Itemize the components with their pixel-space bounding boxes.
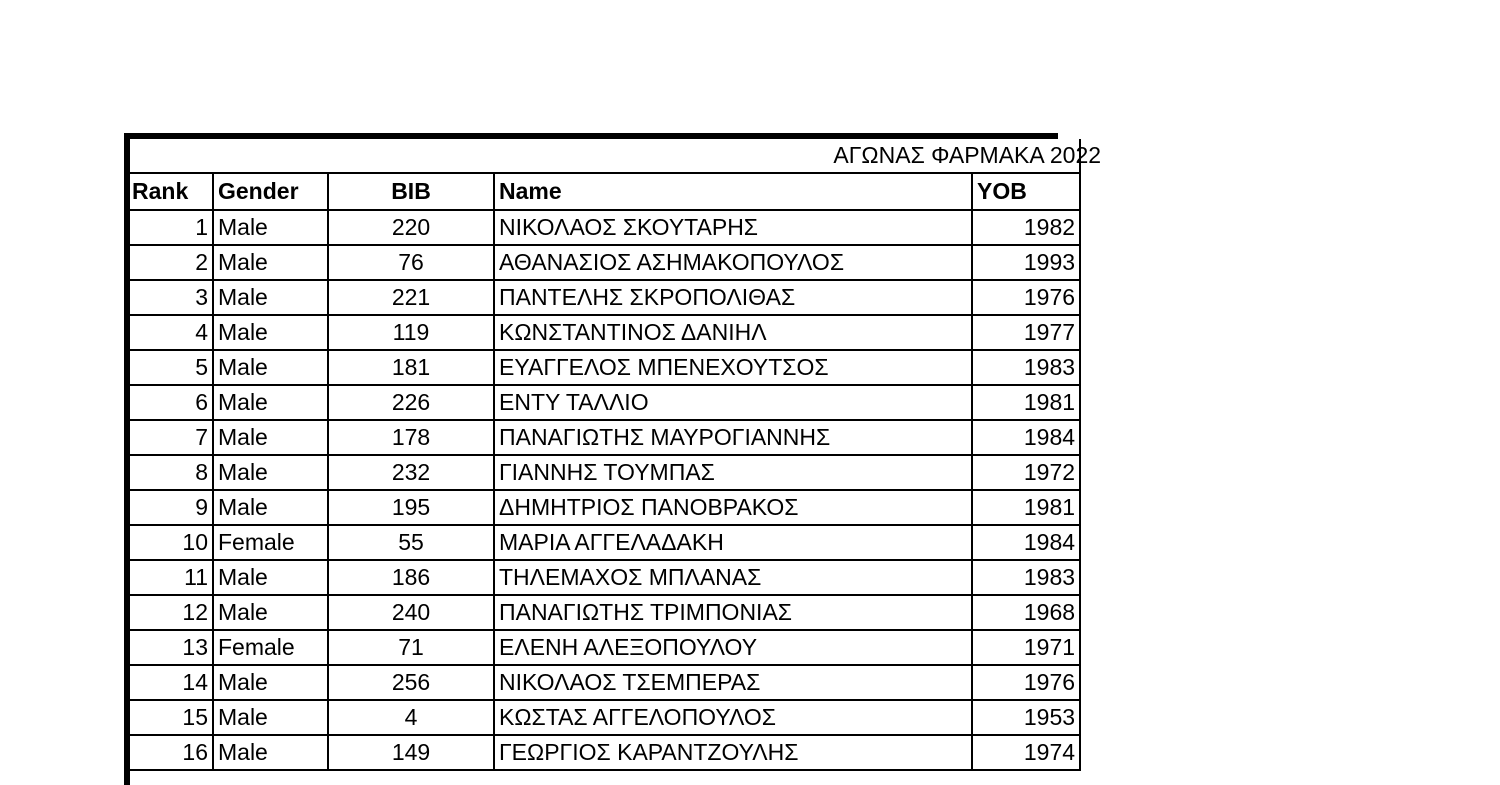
cell-bib: 119 <box>328 315 494 350</box>
cell-bib: 178 <box>328 420 494 455</box>
cell-gender: Male <box>213 455 328 490</box>
cell-name: ΚΩΝΣΤΑΝΤΙΝΟΣ ΔΑΝΙΗΛ <box>494 315 972 350</box>
cell-bib: 186 <box>328 560 494 595</box>
cell-name: ΓΕΩΡΓΙΟΣ ΚΑΡΑΝΤΖΟΥΛΗΣ <box>494 735 972 770</box>
cell-yob: 1983 <box>972 350 1080 385</box>
cell-gender: Male <box>213 490 328 525</box>
cell-gender: Male <box>213 245 328 280</box>
cell-yob: 1974 <box>972 735 1080 770</box>
cell-gender: Female <box>213 630 328 665</box>
cell-rank: 11 <box>130 560 213 595</box>
table-row <box>130 315 1080 350</box>
cell-name: ΕΛΕΝΗ ΑΛΕΞΟΠΟΥΛΟΥ <box>494 630 972 665</box>
cell-rank: 8 <box>130 455 213 490</box>
cell-rank: 16 <box>130 735 213 770</box>
cell-bib: 181 <box>328 350 494 385</box>
header-bib: BIB <box>328 173 494 210</box>
table-row <box>130 280 1080 315</box>
cell-gender: Male <box>213 280 328 315</box>
cell-rank: 2 <box>130 245 213 280</box>
cell-gender: Male <box>213 315 328 350</box>
cell-yob: 1972 <box>972 455 1080 490</box>
table-row <box>130 560 1080 595</box>
table-row <box>130 350 1080 385</box>
cell-rank: 6 <box>130 385 213 420</box>
table-row <box>130 630 1080 665</box>
cell-name: ΠΑΝΑΓΙΩΤΗΣ ΤΡΙΜΠΟΝΙΑΣ <box>494 595 972 630</box>
cell-name: ΜΑΡΙΑ ΑΓΓΕΛΑΔΑΚΗ <box>494 525 972 560</box>
cell-yob: 1982 <box>972 210 1080 245</box>
table-row <box>130 525 1080 560</box>
cell-name: ΠΑΝΤΕΛΗΣ ΣΚΡΟΠΟΛΙΘΑΣ <box>494 280 972 315</box>
cell-bib: 71 <box>328 630 494 665</box>
cell-rank: 15 <box>130 700 213 735</box>
table-row <box>130 490 1080 525</box>
cell-bib: 226 <box>328 385 494 420</box>
cell-gender: Female <box>213 525 328 560</box>
cell-yob: 1981 <box>972 490 1080 525</box>
cell-name: ΑΘΑΝΑΣΙΟΣ ΑΣΗΜΑΚΟΠΟΥΛΟΣ <box>494 245 972 280</box>
cell-rank: 7 <box>130 420 213 455</box>
sheet-title: ΑΓΩΝΑΣ ΦΑΡΜΑΚΑ 2022 <box>833 142 1102 168</box>
table-row <box>130 420 1080 455</box>
cell-name: ΔΗΜΗΤΡΙΟΣ ΠΑΝΟΒΡΑΚΟΣ <box>494 490 972 525</box>
cell-bib: 256 <box>328 665 494 700</box>
cell-rank: 14 <box>130 665 213 700</box>
table-row <box>130 210 1080 245</box>
cell-name: ΝΙΚΟΛΑΟΣ ΣΚΟΥΤΑΡΗΣ <box>494 210 972 245</box>
cell-yob: 1976 <box>972 665 1080 700</box>
cell-rank: 4 <box>130 315 213 350</box>
cell-rank: 9 <box>130 490 213 525</box>
cell-name: ΓΙΑΝΝΗΣ ΤΟΥΜΠΑΣ <box>494 455 972 490</box>
title-row <box>130 139 1080 173</box>
cell-yob: 1971 <box>972 630 1080 665</box>
cell-bib: 195 <box>328 490 494 525</box>
cell-rank: 13 <box>130 630 213 665</box>
table-row <box>130 595 1080 630</box>
cell-bib: 4 <box>328 700 494 735</box>
cell-rank: 3 <box>130 280 213 315</box>
sheet-title-cell <box>130 139 1102 173</box>
cell-yob: 1984 <box>972 525 1080 560</box>
table-row <box>130 455 1080 490</box>
header-row <box>130 173 1080 210</box>
cell-name: ΝΙΚΟΛΑΟΣ ΤΣΕΜΠΕΡΑΣ <box>494 665 972 700</box>
header-yob: YOB <box>972 173 1080 210</box>
cell-bib: 220 <box>328 210 494 245</box>
cell-name: ΕΝΤΥ ΤΑΛΛΙΟ <box>494 385 972 420</box>
cell-gender: Male <box>213 210 328 245</box>
cell-gender: Male <box>213 700 328 735</box>
cell-gender: Male <box>213 560 328 595</box>
cell-yob: 1984 <box>972 420 1080 455</box>
cell-yob: 1993 <box>972 245 1080 280</box>
table-row <box>130 735 1080 770</box>
cell-bib: 76 <box>328 245 494 280</box>
cell-bib: 221 <box>328 280 494 315</box>
cell-yob: 1953 <box>972 700 1080 735</box>
header-name: Name <box>494 173 972 210</box>
table-row <box>130 700 1080 735</box>
results-sheet <box>124 133 1102 785</box>
results-table <box>130 139 1102 771</box>
cell-gender: Male <box>213 350 328 385</box>
cell-gender: Male <box>213 420 328 455</box>
cell-gender: Male <box>213 595 328 630</box>
cell-gender: Male <box>213 385 328 420</box>
table-row <box>130 665 1080 700</box>
header-rank: Rank <box>130 173 213 210</box>
cell-yob: 1983 <box>972 560 1080 595</box>
cell-name: ΠΑΝΑΓΙΩΤΗΣ ΜΑΥΡΟΓΙΑΝΝΗΣ <box>494 420 972 455</box>
cell-rank: 12 <box>130 595 213 630</box>
cell-yob: 1981 <box>972 385 1080 420</box>
cell-yob: 1976 <box>972 280 1080 315</box>
cell-rank: 10 <box>130 525 213 560</box>
cell-yob: 1977 <box>972 315 1080 350</box>
cell-name: ΤΗΛΕΜΑΧΟΣ ΜΠΛΑΝΑΣ <box>494 560 972 595</box>
cell-rank: 1 <box>130 210 213 245</box>
cell-name: ΚΩΣΤΑΣ ΑΓΓΕΛΟΠΟΥΛΟΣ <box>494 700 972 735</box>
cell-bib: 149 <box>328 735 494 770</box>
cell-name: ΕΥΑΓΓΕΛΟΣ ΜΠΕΝΕΧΟΥΤΣΟΣ <box>494 350 972 385</box>
cell-yob: 1968 <box>972 595 1080 630</box>
table-row <box>130 385 1080 420</box>
cell-gender: Male <box>213 665 328 700</box>
cell-bib: 240 <box>328 595 494 630</box>
cell-rank: 5 <box>130 350 213 385</box>
cell-gender: Male <box>213 735 328 770</box>
cell-bib: 232 <box>328 455 494 490</box>
table-row <box>130 245 1080 280</box>
cell-bib: 55 <box>328 525 494 560</box>
header-gender: Gender <box>213 173 328 210</box>
